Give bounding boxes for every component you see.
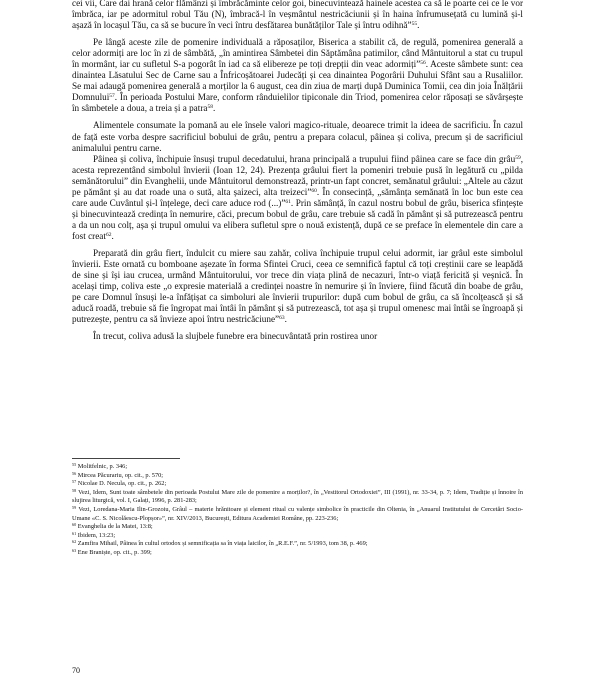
paragraph-text: . Prin sămânță, în cazul nostru bobul de grâu, biserica sfințește și binecuvintează credința în nemurire, căci, precum bobul de grâu, care trebuie să cadă în pământ și să putrezească pentru a da un nou colț, așa și trupul omului va elibera sufletul spre o nouă existență, după ce se preface în elementele din care a fost creat (72, 197, 523, 241)
body-text (72, 0, 523, 342)
footnote-text: Molitfelnic, p. 346; (77, 463, 128, 470)
paragraph-text: . (111, 230, 114, 241)
footnote-text: Evanghelia de la Matei, 13:8; (77, 523, 153, 531)
footnote (72, 489, 523, 506)
footnote-number: 62 (72, 539, 77, 545)
paragraph-2 (72, 37, 523, 114)
footnote (72, 472, 523, 481)
paragraph-text: Pâinea și coliva, închipuie însuși trupul decedatului, hrana principală a trupului fiind pâinea care se face din grâu (93, 153, 516, 164)
footnote-number: 57 (72, 479, 77, 485)
footnote-number: 58 (72, 487, 77, 493)
paragraph-text: . (284, 314, 287, 325)
footnote (72, 549, 523, 558)
footnote-ref: 62 (105, 231, 112, 238)
footnote-separator (72, 458, 180, 459)
paragraph-text: , acesta reprezentând simbolul învierii (Ioan 12, 24). Prezența grâului fiert la pomeniri trebuie pusă în legătură cu „pilda semănătorului” din Evanghelii, unde Mântuitorul demonstrează, printr-un fapt concret, semănatul grâului: „Altele au căzut pe pământ și au dat roade una o sută, alta șaizeci, alta treizeci” (72, 153, 523, 197)
footnote-ref: 61 (285, 198, 291, 205)
footnote-ref: 59 (515, 154, 521, 161)
footnote-text: Mircea Păcurariu, op. cit., p. 570; (77, 471, 164, 479)
paragraph-text: . În consecință, „sămânța semănată în loc bun este cea care aude Cuvântul și-l înțelege, deci care aduce rod (...)” (72, 186, 523, 208)
paragraph-text: Preparată din grâu fiert, îndulcit cu miere sau zahăr, coliva închipuie trupul celui adormit, iar grâul este simbolul învierii. Este ornată cu bomboane așezate în forma Sfintei Cruci, ceea ce semnifică faptul că toți creștinii care se leapădă de sine și își iau crucea, urmând Mântuitorului, vor trece din viața plină de necazuri, într-o viață fericită și veșnică. În același timp, coliva este „o expresie materială a credinței noastre în nemurire și în înviere, fiind făcută din boabe de grâu, pe care Domnul însuși le-a înfățișat ca simboluri ale învierii trupurilor: după cum bobul de grâu, ca să încolțească și să aducă roadă, trebuie să fie îngropat mai întâi în pământ și să putrezească, tot așa și trupul omenesc mai întâi se îngroapă și putrezește, pentru ca să învieze apoi întru nestricăciune” (72, 247, 523, 325)
page-number: 70 (72, 666, 80, 675)
footnote-text: Zamfira Mihail, Pâinea în cultul ortodox și semnificația sa în viața laicilor, în „R.E.F.”, nr. 5/1993, tom 38, p. 469; (77, 540, 368, 548)
paragraph-text: Pe lângă aceste zile de pomenire individuală a răposaților, Biserica a stabilit că, de regulă, pomenirea generală a celor adormiți are loc în zi de sâmbătă, „în amintirea Sâmbetei din Săptămâna patimilor, când Mântuitorul a stat cu trupul în mormânt, iar cu sufletul S-a pogorât în iad ca să elibereze pe toți drepții din veac adormiți” (72, 37, 523, 70)
paragraph-6 (72, 331, 523, 342)
footnote-ref: 55 (411, 21, 418, 28)
paragraph-text: În trecut, coliva adusă la slujbele funebre era binecuvântată prin rostirea unor (93, 331, 378, 342)
footnote-ref: 57 (109, 93, 115, 100)
paragraph-text: . În perioada Postului Mare, conform rânduielilor tipiconale din Triod, pomenirea celor răposați se săvârșește în sâmbetele a doua, a treia și a patra (72, 92, 523, 114)
footnote-ref: 60 (311, 187, 317, 194)
paragraph-3 (72, 120, 523, 153)
footnote (72, 506, 523, 523)
paragraph-text: . Aceste sâmbete sunt: cea dinaintea Lăsatului Sec de Carne sau a Înfricoșătoarei Judecăți și cea dinaintea Pogorârii Duhului Sfânt sau a Rusaliilor. Se mai adaugă pomenirea generală a morților la 6 august, cea din ziua de marți după Duminica Tomii, cea din joia Înălțării Domnului (72, 59, 523, 103)
footnote-number: 56 (72, 470, 77, 476)
paragraph-text: . (212, 103, 216, 114)
paragraph-5 (72, 248, 523, 325)
footnote-ref: 63 (279, 315, 285, 322)
footnote-text: Ibidem, 13:23; (77, 531, 116, 539)
footnote-number: 60 (72, 522, 77, 528)
footnote-text: Nicolae D. Necula, op. cit., p. 262; (77, 480, 167, 488)
footnote-number: 63 (72, 547, 77, 553)
footnote-number: 55 (72, 462, 77, 467)
paragraph-4 (72, 154, 523, 242)
footnote-number: 59 (72, 504, 77, 510)
paragraph-text: cei vii, Care dai hrană celor flămânzi și îmbrăcăminte celor goi, binecuvintează hainele acestea ca să le poarte cei ce le vor îmbrăca, iar pe adormitul robul Tău (N), îmbracă-l în veșmântul nestricăciunii și în haina înfrumusețată cu lumină și-l așază în locașul Tău, ca să se bucure în veci întru desfătarea bunătăților Tale și întru odihnă” (72, 0, 523, 31)
paragraph-text: . (417, 20, 420, 31)
footnote-text: Vezi, Idem, Sunt toate sâmbetele din perioada Postului Mare zile de pomenire a morților?, în „Vestitorul Ortodoxiei”, III (1991), nr. 33-34, p. 7; Idem, Tradiție și înnoire în slujirea liturgică, vol. I, Galați, 1996, p. 281-283; (72, 488, 523, 505)
footnote-ref: 58 (207, 104, 213, 111)
paragraph-1 (72, 0, 523, 31)
footnote-text: Ene Braniște, op. cit., p. 399; (77, 548, 152, 556)
footnote (72, 480, 523, 489)
footnote (72, 523, 523, 532)
footnote (72, 540, 523, 549)
footnote-text: Vezi, Loredana-Maria Ilin-Grozoiu, Grâul – materie hrănitoare și element ritual cu valențe simbolice în practicile din Oltenia, în „Anuarul Institutului de Cercetări Socio-Umane «C. S. Nicolăescu-Plopșor»”, nr. XIV/2013, București, Editura Academiei Române, pp. 223-236; (72, 505, 523, 522)
footnote-number: 61 (72, 530, 77, 536)
footnotes (72, 463, 523, 558)
footnote-ref: 56 (420, 60, 426, 67)
paragraph-text: Alimentele consumate la pomană au ele însele valori magico-rituale, deoarece trimit la ideea de sacrificiu. În cazul de față este vorba despre sacrificiul bobului de grâu, pentru a prepara colacul, pâinea și coliva, precum și de sacrificiul animalului pentru carne. (72, 120, 523, 153)
footnote (72, 463, 523, 472)
